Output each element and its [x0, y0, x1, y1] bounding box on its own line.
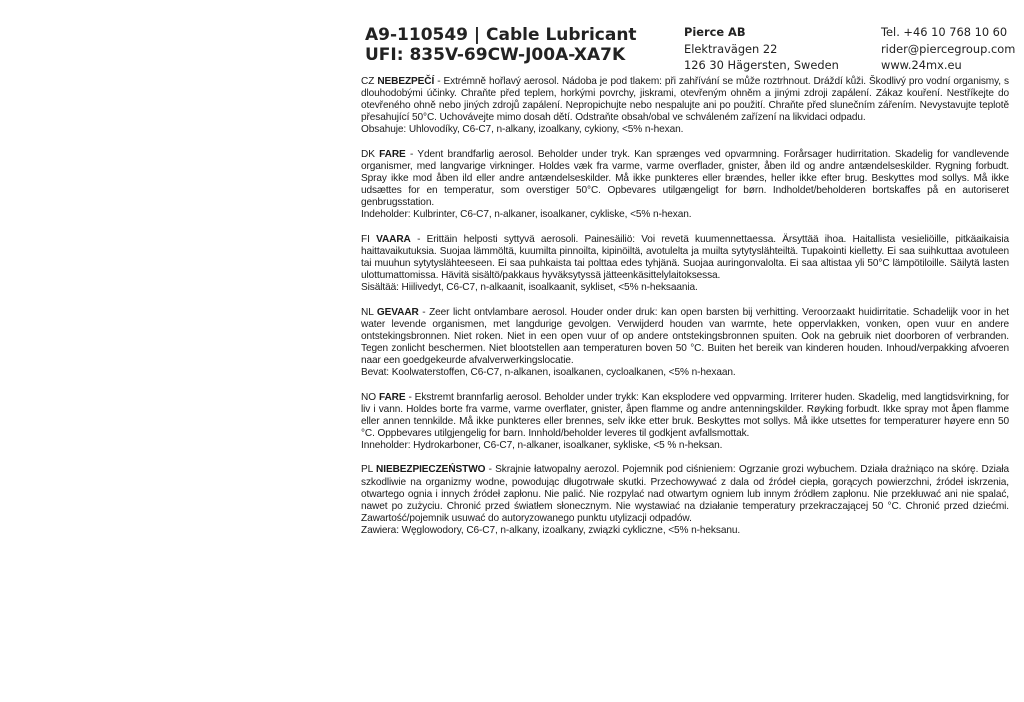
- section-lang: PL: [361, 464, 373, 476]
- section-text: - Extrémně hořlavý aerosol. Nádoba je pod tlakem: při zahřívání se může roztrhnout. Dráždí kůži. Škodlivý pro vodní organismy, s dlouhodobými účinky. Chraňte před teplem, horkými povrchy, jiskrami, otevřeným ohněm a jinými zdroji zapálení. Zákaz kouření. Nestříkejte do otevřeného ohně nebo jiných zdrojů zapálení. Nepropichujte nebo nespalujte ani po použití. Chraňte před slunečním zářením. Nevystavujte teplotě přesahující 50°C. Uchovávejte mimo dosah dětí. Odstraňte obsah/obal ve schváleném zařízení na likvidaci odpadu.: [361, 76, 1009, 124]
- signal-word: GEVAAR: [376, 306, 419, 318]
- section-lang: FI: [361, 233, 370, 245]
- section-contains: Sisältää: Hiilivedyt, C6-C7, n-alkaanit, isoalkaanit, sykliset, <5% n-heksaania.: [361, 282, 698, 294]
- title-block: [365, 25, 637, 65]
- signal-word: NIEBEZPIECZEŃSTWO: [376, 464, 486, 476]
- warning-section-nl: [361, 307, 1009, 380]
- section-lang: CZ: [361, 76, 375, 87]
- signal-word: FARE: [379, 148, 406, 160]
- section-contains: Inneholder: Hydrokarboner, C6-C7, n-alkaner, isoalkaner, sykliske, <5 % n-heksan.: [361, 440, 723, 451]
- signal-word: NEBEZPEČÍ: [377, 76, 435, 87]
- signal-word: VAARA: [376, 233, 411, 245]
- warning-section-pl: [361, 464, 1009, 537]
- section-text: - Zeer licht ontvlambare aerosol. Houder onder druk: kan open barsten bij verhitting. Veroorzaakt huidirritatie. Schadelijk voor in het water levende organismen, met langdurige gevolgen. Verwijderd houden van warmte, hete oppervlakken, vonken, open vuur en andere ontstekingsbronnen. Niet roken. Niet in een open vuur of op andere ontstekingsbronnen spuiten. Ook na gebruik niet doorboren of verbranden. Tegen zonlicht beschermen. Niet blootstellen aan temperaturen boven 50 °C. Buiten het bereik van kinderen houden. Inhoud/verpakking afvoeren naar een goedgekeurde afvalverwerkingslocatie.: [361, 306, 1009, 367]
- section-contains: Indeholder: Kulbrinter, C6-C7, n-alkaner, isoalkaner, cykliske, <5% n-hexan.: [361, 209, 692, 221]
- warning-sections: [361, 76, 1009, 537]
- contact-phone: Tel. +46 10 768 10 60: [881, 25, 1008, 39]
- section-text: - Erittäin helposti syttyvä aerosoli. Painesäiliö: Voi revetä kuumennettaessa. Ärsyttää ihoa. Haitallista vesieliöille, pitkäaikaisia haittavaikutuksia. Suojaa lämmöltä, kuumilta pinnoilta, kipinöiltä, avotulelta ja muilta sytytyslähteiltä. Tupakointi kielletty. Ei saa suihkuttaa avotuleen tai muuhun sytytyslähteeseen. Ei saa puhkaista tai polttaa edes tyhjänä. Suojaa auringonvalolta. Ei saa altistaa yli 50°C lämpötiloille. Säilytä lasten ulottumattomissa. Hävitä sisältö/pakkaus hyväksytyssä jätteenkäsittelylaitoksessa.: [361, 233, 1009, 282]
- section-text: - Ydent brandfarlig aerosol. Beholder under tryk. Kan sprænges ved opvarmning. Forårsager hudirritation. Skadelig for vandlevende organismer, med langvarige virkninger. Holdes væk fra varme, varme overflader, gnister, åben ild og andre antændelseskilder. Rygning forbudt. Spray ikke mod åben ild eller andre antændelseskilder. Må ikke punkteres eller brændes, heller ikke efter brug. Beskyttes mod sollys. Må ikke udsættes for en temperatur, som overstiger 50°C. Opbevares utilgængeligt for børn. Indholdet/beholderen bortskaffes på en autoriseret genbrugsstation.: [361, 148, 1009, 209]
- label-header: [361, 22, 1016, 74]
- section-lang: NL: [361, 306, 374, 318]
- contact-email: rider@piercegroup.com: [881, 41, 1016, 56]
- contact-website: www.24mx.eu: [881, 58, 962, 72]
- section-contains: Bevat: Koolwaterstoffen, C6-C7, n-alkanen, isoalkanen, cycloalkanen, <5% n-hexaan.: [361, 367, 736, 379]
- section-contains: Zawiera: Węglowodory, C6-C7, n-alkany, izoalkany, związki cykliczne, <5% n-heksanu.: [361, 524, 741, 536]
- warning-section-no: [361, 392, 1009, 452]
- warning-section-dk: [361, 149, 1009, 222]
- company-city: 126 30 Hägersten, Sweden: [684, 58, 839, 72]
- section-text: - Ekstremt brannfarlig aerosol. Beholder under trykk: Kan eksplodere ved oppvarming. Irriterer huden. Skadelig, med langtidsvirkning, for liv i vann. Holdes borte fra varme, varme overflater, gnister, åpen flamme og andre antenningskilder. Røyking forbudt. Ikke spray mot åpen flamme eller annen tennkilde. Må ikke punkteres eller brennes, selv ikke etter bruk. Beskyttes mot sollys. Må ikke utsettes for temperaturer høyere enn 50 °C. Oppbevares utilgjengelig for barn. Innhold/beholder leveres til godkjent avfallsmottak.: [361, 391, 1009, 439]
- warning-section-fi: [361, 234, 1009, 294]
- company-street: Elektravägen 22: [684, 41, 778, 56]
- section-text: - Skrajnie łatwopalny aerozol. Pojemnik pod ciśnieniem: Ogrzanie grozi wybuchem. Działa drażniąco na skórę. Działa szkodliwie na organizmy wodne, powodując długotrwałe skutki. Przechowywać z dala od źródeł ciepła, gorących powierzchni, źródeł iskrzenia, otwartego ognia i innych źródeł zapłonu. Nie palić. Nie rozpylać nad otwartym ogniem lub innym źródłem zapłonu. Nie przekłuwać ani nie spalać, nawet po zużyciu. Chronić przed światłem słonecznym. Nie wystawiać na działanie temperatury przekraczającej 50 °C. Chronić przed dziećmi. Zawartość/pojemnik usuwać do autoryzowanego punktu utylizacji odpadów.: [361, 464, 1009, 524]
- company-name: Pierce AB: [684, 25, 746, 39]
- company-address: [684, 24, 839, 74]
- product-title: A9-110549 | Cable Lubricant: [365, 25, 637, 45]
- section-lang: DK: [361, 148, 375, 160]
- signal-word: FARE: [378, 391, 406, 403]
- section-contains: Obsahuje: Uhlovodíky, C6-C7, n-alkany, izoalkany, cykiony, <5% n-hexan.: [361, 124, 684, 136]
- contact-info: [881, 24, 1015, 74]
- warning-section-cz: [361, 76, 1009, 136]
- section-lang: NO: [361, 391, 376, 403]
- ufi-code: UFI: 835V-69CW-J00A-XA7K: [365, 45, 626, 65]
- product-label: [361, 22, 1016, 549]
